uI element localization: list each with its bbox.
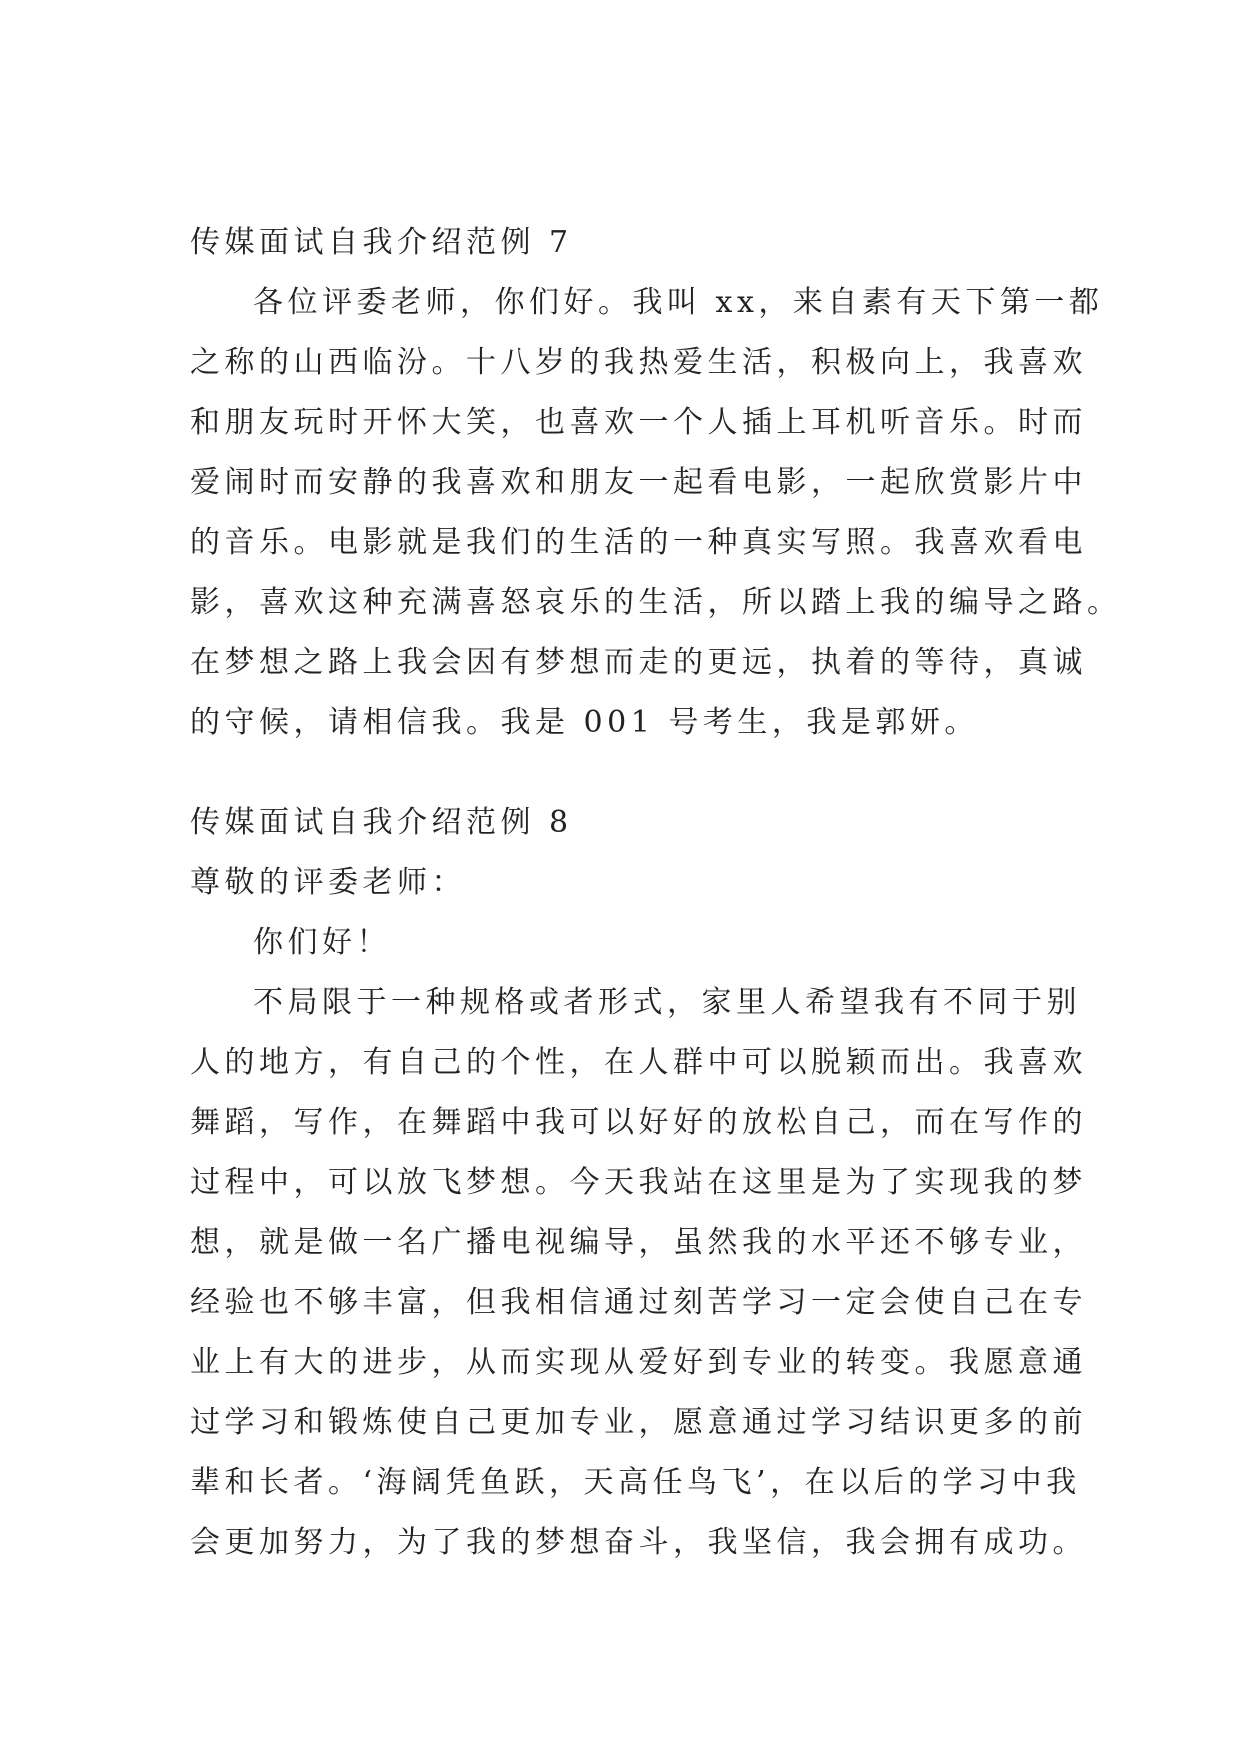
section-7-line-6: 影，喜欢这种充满喜怒哀乐的生活，所以踏上我的编导之路。 [190, 585, 1122, 620]
section-8-line-9: 辈和长者。‘海阔凭鱼跃，天高任鸟飞’，在以后的学习中我 [190, 1465, 1081, 1500]
section-7-line-4: 爱闹时而安静的我喜欢和朋友一起看电影，一起欣赏影片中 [190, 465, 1087, 500]
section-8-heading: 传媒面试自我介绍范例 8 [190, 805, 573, 840]
section-7-line-8: 的守候，请相信我。我是 001 号考生，我是郭妍。 [190, 705, 979, 740]
section-8-greeting: 你们好！ [253, 925, 391, 960]
section-8-line-3: 舞蹈，写作，在舞蹈中我可以好好的放松自己，而在写作的 [190, 1105, 1087, 1140]
section-8-line-10: 会更加努力，为了我的梦想奋斗，我坚信，我会拥有成功。 [190, 1525, 1087, 1560]
section-7-line-3: 和朋友玩时开怀大笑，也喜欢一个人插上耳机听音乐。时而 [190, 405, 1087, 440]
section-8-line-2: 人的地方，有自己的个性，在人群中可以脱颖而出。我喜欢 [190, 1045, 1087, 1080]
section-7-line-7: 在梦想之路上我会因有梦想而走的更远，执着的等待，真诚 [190, 645, 1087, 680]
section-8-line-8: 过学习和锻炼使自己更加专业，愿意通过学习结识更多的前 [190, 1405, 1087, 1440]
section-7-line-2: 之称的山西临汾。十八岁的我热爱生活，积极向上，我喜欢 [190, 345, 1087, 380]
section-8-line-6: 经验也不够丰富，但我相信通过刻苦学习一定会使自己在专 [190, 1285, 1087, 1320]
section-8-line-4: 过程中，可以放飞梦想。今天我站在这里是为了实现我的梦 [190, 1165, 1087, 1200]
section-8-line-5: 想，就是做一名广播电视编导，虽然我的水平还不够专业， [190, 1225, 1087, 1260]
section-8-line-7: 业上有大的进步，从而实现从爱好到专业的转变。我愿意通 [190, 1345, 1087, 1380]
section-8-line-1: 不局限于一种规格或者形式，家里人希望我有不同于别 [253, 985, 1081, 1020]
section-8-salutation: 尊敬的评委老师： [190, 865, 466, 900]
section-7-line-1: 各位评委老师，你们好。我叫 xx，来自素有天下第一都 [253, 285, 1104, 320]
section-7-line-5: 的音乐。电影就是我们的生活的一种真实写照。我喜欢看电 [190, 525, 1087, 560]
section-7-heading: 传媒面试自我介绍范例 7 [190, 225, 573, 260]
